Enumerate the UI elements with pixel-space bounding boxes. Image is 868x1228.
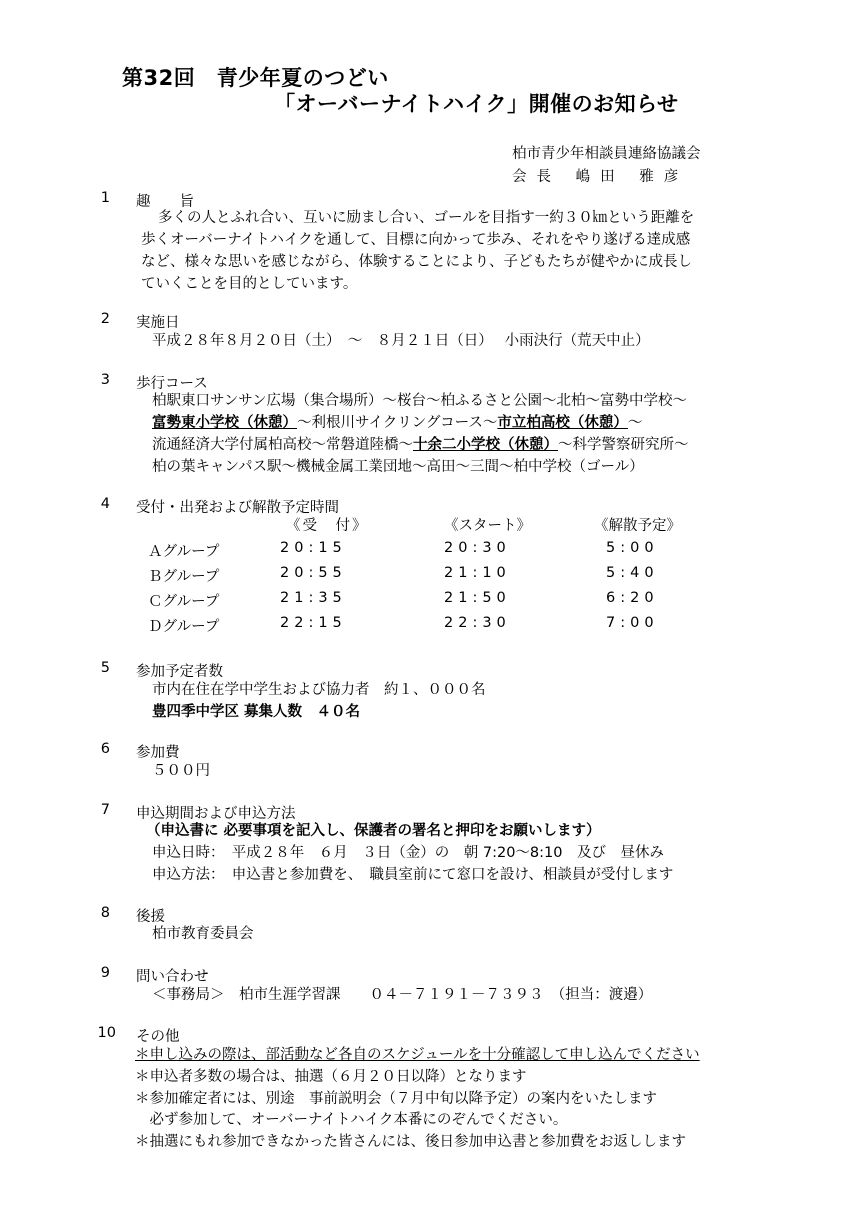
- dismiss-time: 5:00: [606, 540, 659, 556]
- participants-line: 市内在住在学中学生および協力者 約１、０００名: [152, 682, 486, 698]
- section-number: 10: [97, 1025, 116, 1041]
- chairman-name: 会長 嶋田 雅彦: [512, 169, 689, 185]
- course-segment: ～科学警察研究所～: [558, 437, 689, 453]
- course-line-2: [152, 412, 642, 434]
- start-time: 22:30: [444, 615, 511, 631]
- section-heading: 参加費: [136, 745, 180, 761]
- reception-time: 20:55: [280, 565, 347, 581]
- note-line-1: ＊申し込みの際は、部活動など各自のスケジュールを十分確認して申し込んでください: [135, 1047, 700, 1063]
- reception-time: 21:35: [280, 590, 347, 606]
- dismiss-time: 5:40: [606, 565, 659, 581]
- group-name: Ａグループ: [148, 544, 220, 560]
- section-number: 3: [100, 372, 110, 388]
- section-heading: 申込期間および申込方法: [136, 806, 296, 822]
- purpose-line-1: 多くの人とふれ合い、互いに励まし合い、ゴールを目指す一約３０㎞という距離を: [158, 210, 695, 226]
- start-time: 21:10: [444, 565, 511, 581]
- course-segment: 流通経済大学付属柏高校～常磐道陸橋～: [152, 437, 413, 453]
- purpose-line-2: 歩くオーバーナイトハイクを通して、目標に向かって歩み、それをやり遂げる達成感: [141, 232, 691, 248]
- start-time: 21:50: [444, 590, 511, 606]
- group-name: Ｂグループ: [148, 569, 220, 585]
- dismiss-time: 7:00: [606, 615, 659, 631]
- purpose-line-4: ていくことを目的としています。: [141, 276, 358, 292]
- note-line-5: ＊抽選にもれ参加できなかった皆さんには、後日参加申込書と参加費をお返しします: [135, 1134, 686, 1150]
- fee-amount: ５００円: [152, 763, 210, 779]
- group-name: Ｄグループ: [148, 619, 220, 635]
- column-header-start: 《スタート》: [444, 518, 531, 534]
- section-heading: 受付・出発および解散予定時間: [136, 500, 339, 516]
- course-line-4: 柏の葉キャンパス駅～機械金属工業団地～高田～三間～柏中学校（ゴール）: [152, 459, 644, 475]
- recruitment-line: 豊四季中学区 募集人数 ４０名: [152, 704, 361, 720]
- section-heading: 実施日: [136, 315, 180, 331]
- section-number: 6: [100, 741, 110, 757]
- note-line-4: 必ず参加して、オーバーナイトハイク本番にのぞんでください。: [135, 1112, 568, 1128]
- title-line-1: 第32回 青少年夏のつどい: [122, 66, 389, 90]
- section-number: 4: [100, 496, 110, 512]
- rest-stop: 富勢東小学校（休憩）: [152, 415, 297, 431]
- application-method: 申込方法： 申込書と参加費を、 職員室前にて窓口を設け、相談員が受付します: [152, 867, 674, 883]
- course-line-3: [152, 434, 689, 456]
- organization-name: 柏市青少年相談員連絡協議会: [512, 146, 701, 162]
- section-number: 7: [100, 802, 110, 818]
- column-header-dismiss: 《解散予定》: [594, 518, 681, 534]
- section-number: 8: [100, 905, 110, 921]
- section-heading: 問い合わせ: [136, 969, 209, 985]
- section-number: 9: [100, 965, 110, 981]
- support-organization: 柏市教育委員会: [152, 926, 254, 942]
- reception-time: 22:15: [280, 615, 347, 631]
- section-heading: 後援: [136, 909, 165, 925]
- rest-stop: 市立柏高校（休憩）: [497, 415, 628, 431]
- note-line-2: ＊申込者多数の場合は、抽選（６月２０日以降）となります: [135, 1069, 527, 1085]
- section-number: 2: [100, 311, 110, 327]
- rest-stop: 十余二小学校（休憩）: [413, 437, 558, 453]
- reception-time: 20:15: [280, 540, 347, 556]
- course-segment: ～利根川サイクリングコース～: [297, 415, 498, 431]
- contact-line: ＜事務局＞ 柏市生涯学習課 ０４－７１９１－７３９３ （担当：渡邉）: [152, 987, 653, 1003]
- section-number: 5: [100, 660, 110, 676]
- note-line-3: ＊参加確定者には、別途 事前説明会（７月中旬以降予定）の案内をいたします: [135, 1091, 657, 1107]
- group-name: Ｃグループ: [148, 594, 220, 610]
- course-line-1: 柏駅東口サンサン広場（集合場所）～桜台～柏ふるさと公園～北柏～富勢中学校～: [152, 393, 688, 409]
- purpose-line-3: など、様々な思いを感じながら、体験することにより、子どもたちが健やかに成長し: [141, 254, 692, 270]
- title-line-2: 「オーバーナイトハイク」開催のお知らせ: [274, 92, 679, 116]
- application-date: 申込日時： 平成２８年 ６月 ３日（金）の 朝 7:20～8:10 及び 昼休み: [152, 845, 664, 861]
- application-note: （申込書に 必要事項を記入し、保護者の署名と押印をお願いします）: [146, 823, 601, 839]
- dismiss-time: 6:20: [606, 590, 659, 606]
- date-line: 平成２８年８月２０日（土） ～ ８月２１日（日） 小雨決行（荒天中止）: [152, 333, 650, 349]
- course-segment: ～: [627, 415, 643, 431]
- section-heading: 趣 旨: [136, 194, 194, 210]
- section-heading: 歩行コース: [136, 376, 208, 392]
- section-heading: 参加予定者数: [136, 664, 223, 680]
- section-heading: その他: [136, 1029, 180, 1045]
- start-time: 20:30: [444, 540, 511, 556]
- section-number: 1: [100, 190, 110, 206]
- column-header-reception: 《受 付》: [286, 518, 369, 534]
